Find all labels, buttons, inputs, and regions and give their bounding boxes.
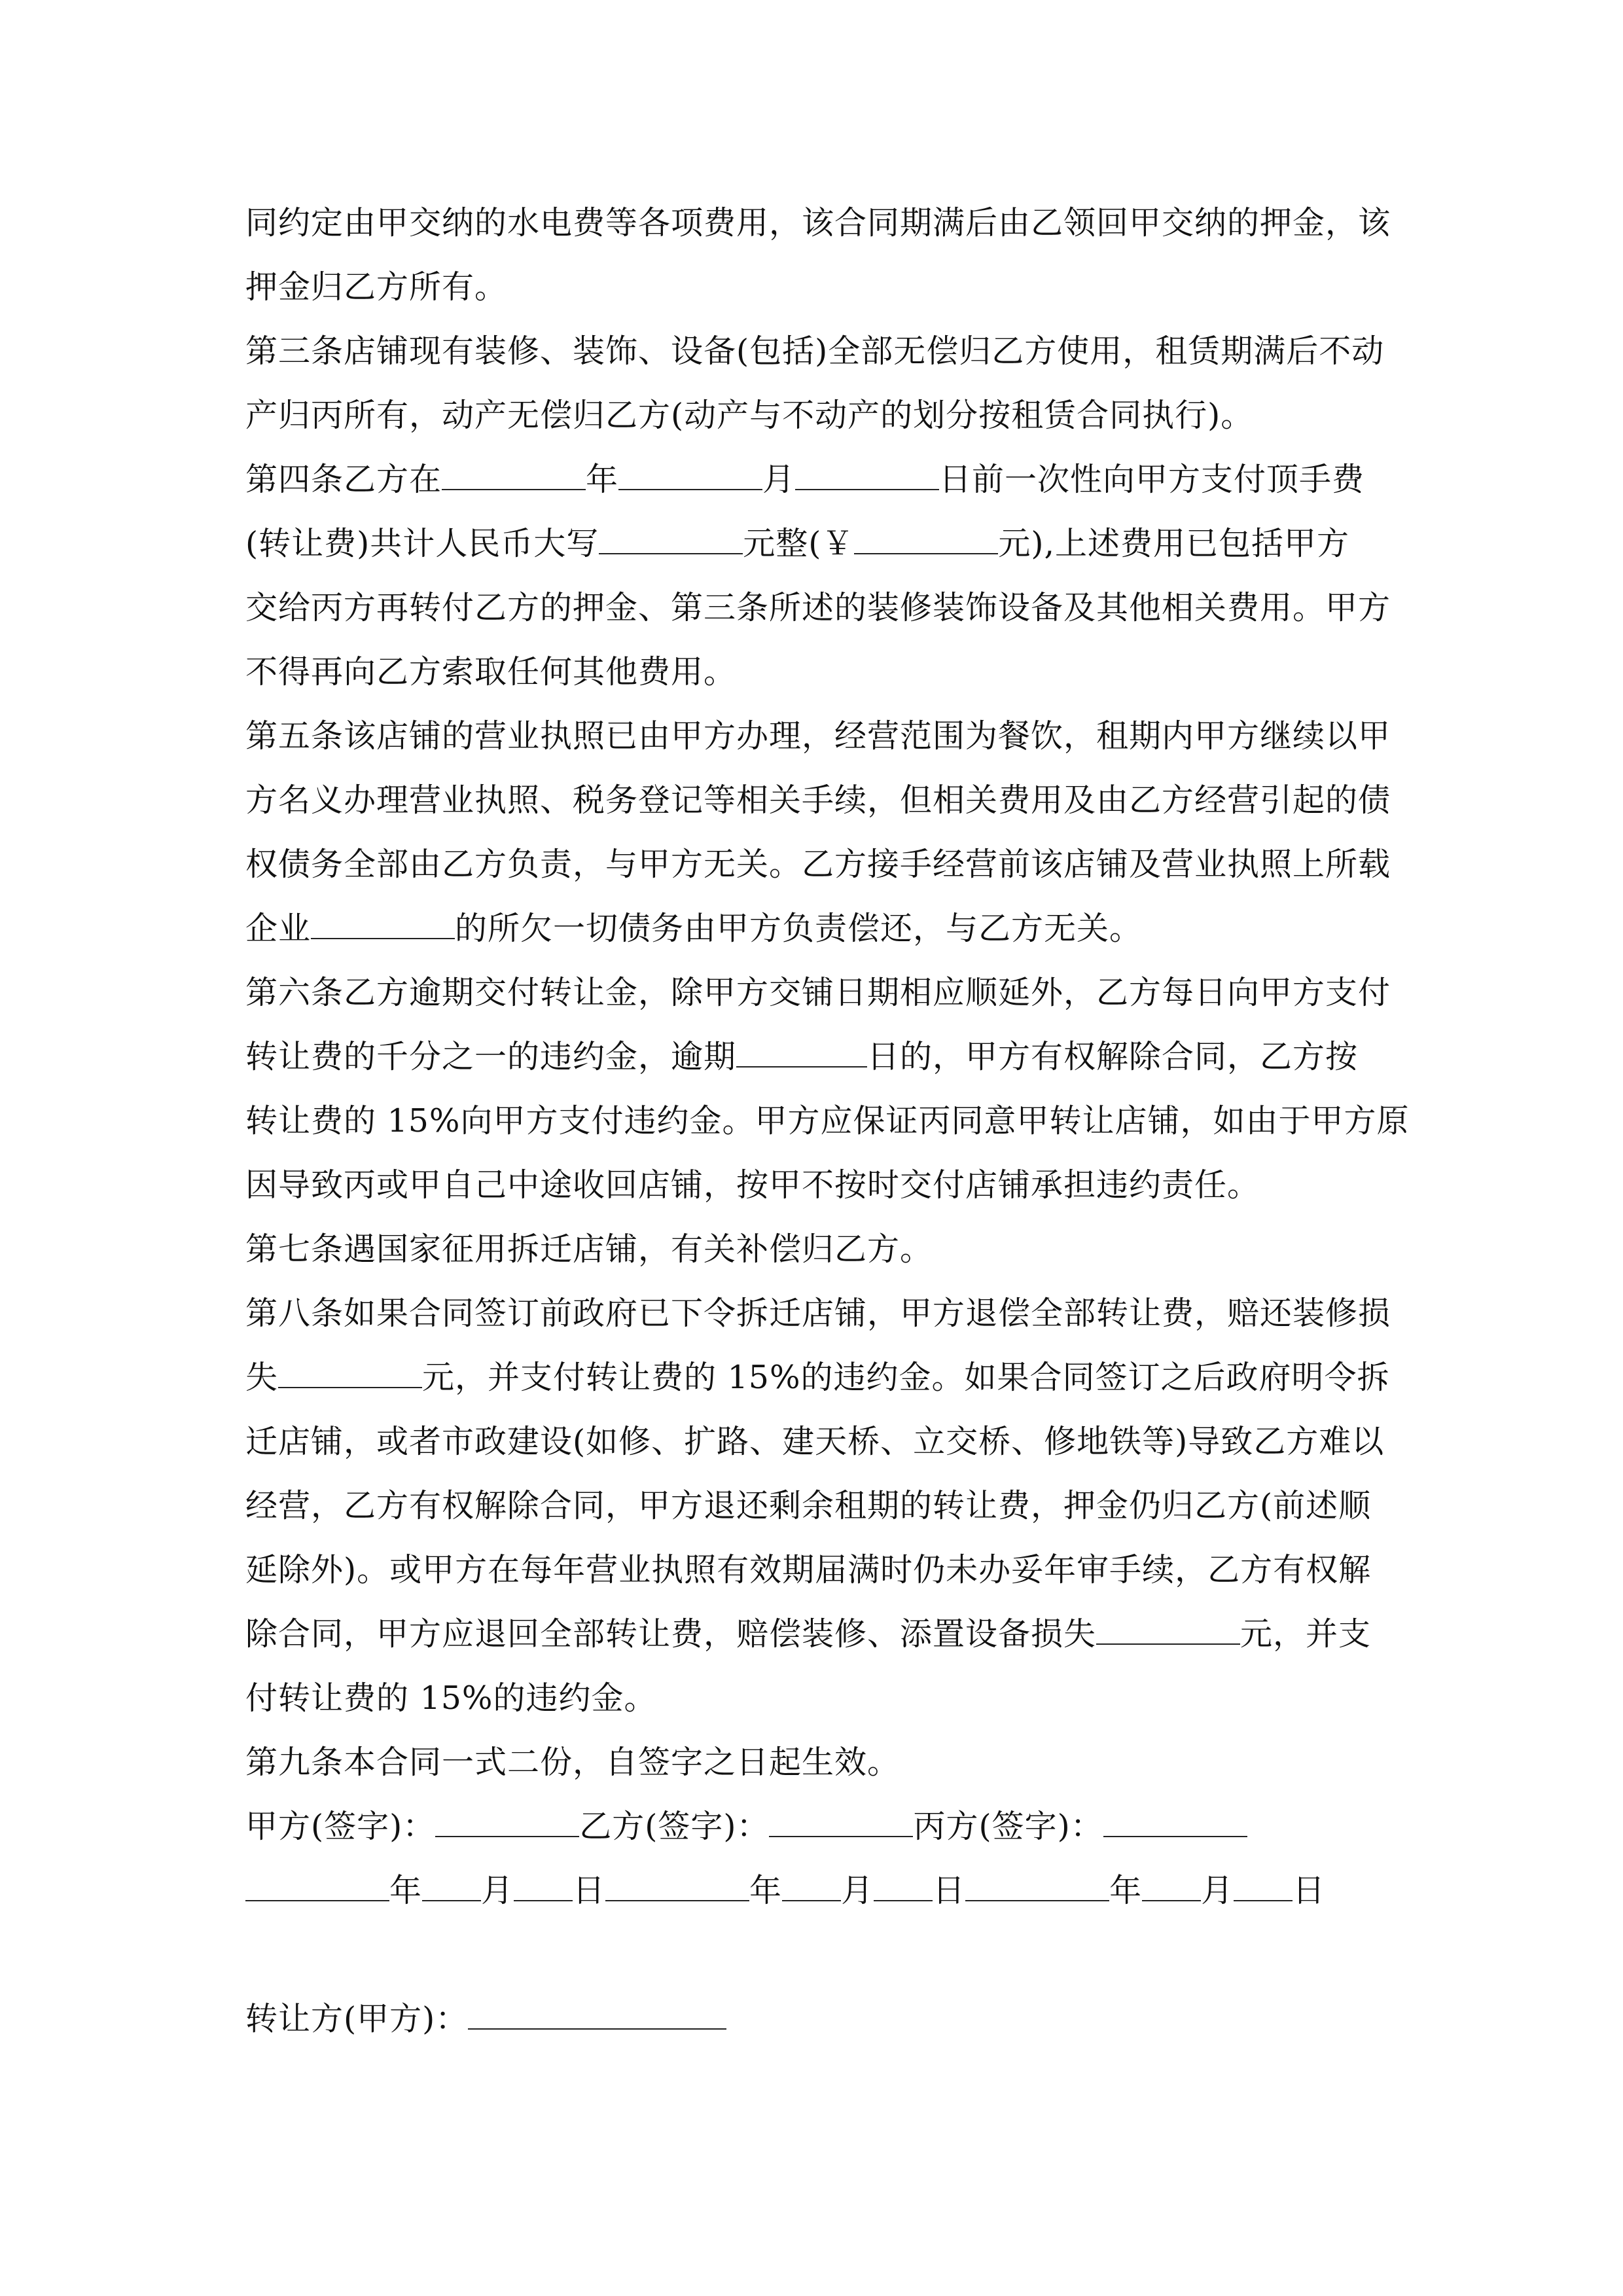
date-year-field[interactable] (605, 1863, 749, 1901)
text-line (245, 1410, 1385, 1474)
text-run: 第七条遇国家征用拆迁店铺，有关补偿归乙方。 (245, 1230, 933, 1268)
text-line (245, 191, 1391, 255)
date-day-field[interactable] (1234, 1863, 1293, 1901)
text-run: 元整(￥ (743, 525, 855, 562)
contract-page (245, 191, 1410, 2051)
party-a-signature-field[interactable] (435, 1799, 579, 1837)
article-4-line (245, 448, 1381, 512)
year-label: 年 (389, 1872, 423, 1909)
text-run: 失 (245, 1359, 279, 1396)
text-run: (转让费)共计人民币大写 (245, 525, 599, 562)
text-line (245, 1538, 1381, 1602)
party-b-signature-label: 乙方(签字)： (579, 1808, 770, 1845)
text-run: 不得再向乙方索取任何其他费用。 (245, 653, 737, 691)
day-label: 日 (1293, 1872, 1326, 1909)
article-9-line (245, 1731, 1381, 1795)
text-run: 经营，乙方有权解除合同，甲方退还剩余租期的转让费，押金仍归乙方(前述顺 (245, 1487, 1372, 1524)
blank-field-day[interactable] (795, 452, 939, 490)
text-line (245, 768, 1391, 833)
article-3-line (245, 319, 1385, 384)
year-label: 年 (749, 1872, 783, 1909)
text-run: 元，并支 (1240, 1615, 1372, 1653)
text-line (245, 1602, 1381, 1666)
blank-field-overdue-days[interactable] (736, 1030, 867, 1067)
day-label: 日 (933, 1872, 966, 1909)
date-year-field[interactable] (965, 1863, 1109, 1901)
blank-field-equipment-loss[interactable] (1096, 1607, 1240, 1645)
text-line (245, 833, 1391, 897)
text-run: 同约定由甲交纳的水电费等各项费用，该合同期满后由乙领回甲交纳的押金，该 (245, 204, 1391, 242)
text-run: 月 (762, 461, 796, 498)
month-label: 月 (481, 1872, 514, 1909)
blank-field-enterprise[interactable] (311, 901, 455, 939)
party-b-signature-field[interactable] (769, 1799, 913, 1837)
text-run: 的所欠一切债务由甲方负责偿还，与乙方无关。 (455, 910, 1143, 947)
date-day-field[interactable] (874, 1863, 933, 1901)
text-run: 第四条乙方在 (245, 461, 442, 498)
text-run: 迁店铺，或者市政建设(如修、扩路、建天桥、立交桥、修地铁等)导致乙方难以 (245, 1423, 1385, 1460)
text-line (245, 1474, 1381, 1538)
party-c-signature-field[interactable] (1103, 1799, 1247, 1837)
party-a-signature-label: 甲方(签字)： (245, 1808, 436, 1845)
text-run: 转让费的 15%向甲方支付违约金。甲方应保证丙同意甲转让店铺，如由于甲方原 (245, 1102, 1410, 1139)
article-5-line (245, 704, 1391, 768)
text-line (245, 1025, 1381, 1089)
text-line (245, 1666, 1381, 1731)
text-run: 方名义办理营业执照、税务登记等相关手续，但相关费用及由乙方经营引起的债 (245, 781, 1391, 819)
text-run: 元),上述费用已包括甲方 (998, 525, 1350, 562)
blank-field-loss-amount[interactable] (278, 1350, 422, 1388)
text-run: 交给丙方再转付乙方的押金、第三条所述的装修装饰设备及其他相关费用。甲方 (245, 589, 1391, 626)
text-run: 付转让费的 15%的违约金。 (245, 1679, 657, 1717)
date-month-field[interactable] (782, 1863, 841, 1901)
text-line (245, 1089, 1410, 1153)
text-run: 第五条该店铺的营业执照已由甲方办理，经营范围为餐饮，租期内甲方继续以甲 (245, 717, 1391, 755)
text-run: 第六条乙方逾期交付转让金，除甲方交铺日期相应顺延外，乙方每日向甲方支付 (245, 974, 1391, 1011)
date-year-field[interactable] (245, 1863, 389, 1901)
blank-field-amount-number[interactable] (854, 516, 998, 554)
month-label: 月 (841, 1872, 874, 1909)
text-line (245, 255, 1381, 319)
date-day-field[interactable] (514, 1863, 573, 1901)
text-run: 日的，甲方有权解除合同，乙方按 (867, 1038, 1359, 1075)
text-run: 第八条如果合同签订前政府已下令拆迁店铺，甲方退偿全部转让费，赔还装修损 (245, 1295, 1391, 1332)
date-row (245, 1859, 1381, 1923)
blank-field-month[interactable] (618, 452, 762, 490)
text-run: 日前一次性向甲方支付顶手费 (939, 461, 1365, 498)
text-run: 延除外)。或甲方在每年营业执照有效期届满时仍未办妥年审手续，乙方有权解 (245, 1551, 1372, 1588)
transferor-label: 转让方(甲方)： (245, 2000, 469, 2037)
party-c-signature-label: 丙方(签字)： (913, 1808, 1103, 1845)
text-line (245, 576, 1391, 640)
text-run: 第九条本合同一式二份，自签字之日起生效。 (245, 1744, 901, 1781)
date-month-field[interactable] (422, 1863, 481, 1901)
month-label: 月 (1201, 1872, 1234, 1909)
text-run: 年 (586, 461, 619, 498)
date-month-field[interactable] (1142, 1863, 1201, 1901)
day-label: 日 (573, 1872, 606, 1909)
spacer (245, 1923, 1381, 1987)
text-run: 转让费的千分之一的违约金，逾期 (245, 1038, 737, 1075)
text-run: 第三条店铺现有装修、装饰、设备(包括)全部无偿归乙方使用，租赁期满后不动 (245, 332, 1385, 370)
text-run: 产归丙所有，动产无偿归乙方(动产与不动产的划分按租赁合同执行)。 (245, 397, 1254, 434)
text-line (245, 384, 1381, 448)
signature-row (245, 1795, 1381, 1859)
text-line (245, 1153, 1381, 1217)
text-line (245, 897, 1381, 961)
transferor-row (245, 1987, 1381, 2051)
text-run: 权债务全部由乙方负责，与甲方无关。乙方接手经营前该店铺及营业执照上所载 (245, 846, 1391, 883)
article-8-line (245, 1282, 1391, 1346)
text-run: 企业 (245, 910, 312, 947)
text-line (245, 512, 1381, 576)
text-line (245, 1346, 1390, 1410)
blank-field-amount-words[interactable] (599, 516, 743, 554)
article-6-line (245, 961, 1391, 1025)
transferor-signature-field[interactable] (468, 1992, 726, 2030)
text-run: 押金归乙方所有。 (245, 268, 508, 306)
year-label: 年 (1109, 1872, 1143, 1909)
text-run: 因导致丙或甲自己中途收回店铺，按甲不按时交付店铺承担违约责任。 (245, 1166, 1260, 1204)
text-run: 除合同，甲方应退回全部转让费，赔偿装修、添置设备损失 (245, 1615, 1097, 1653)
text-run: 元，并支付转让费的 15%的违约金。如果合同签订之后政府明令拆 (422, 1359, 1390, 1396)
blank-field-year[interactable] (442, 452, 586, 490)
text-line (245, 640, 1381, 704)
article-7-line (245, 1217, 1381, 1282)
